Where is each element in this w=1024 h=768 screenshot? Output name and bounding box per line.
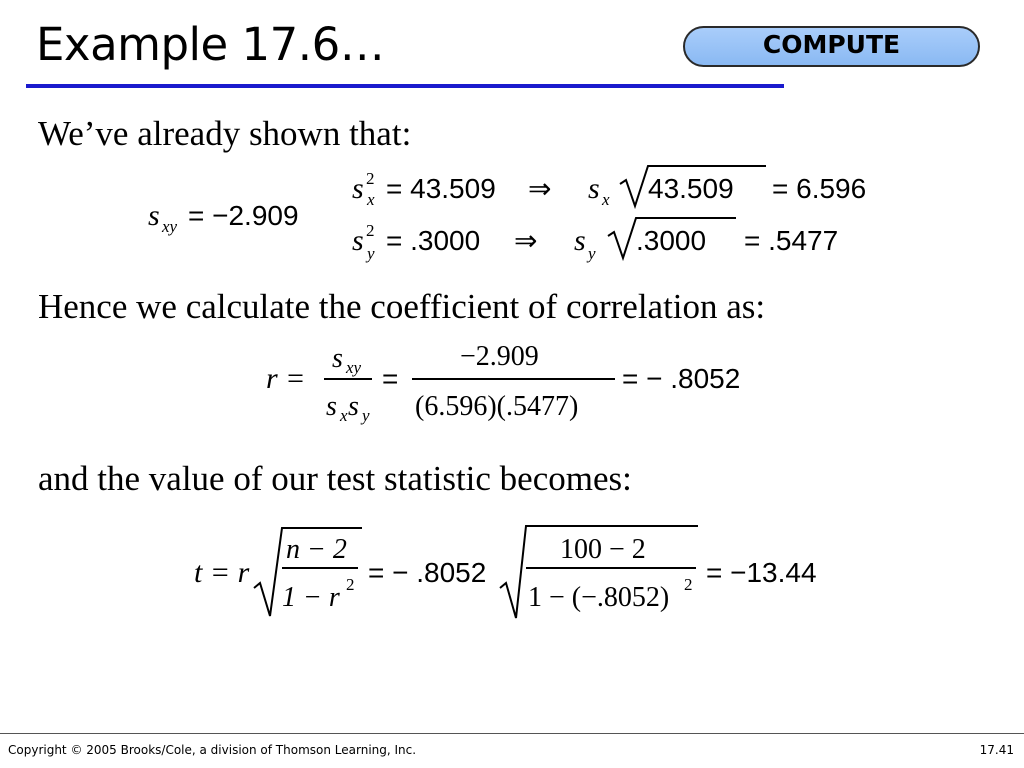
sy2-sub: y <box>367 244 375 263</box>
sx-sub: x <box>602 190 610 209</box>
sx-arrow: ⇒ <box>528 174 552 205</box>
t-den2: 1 − (−.8052) <box>528 582 670 613</box>
r-result: = − .8052 <box>622 363 741 394</box>
sy-arrow: ⇒ <box>514 226 538 257</box>
t-mid: = − .8052 <box>368 557 487 588</box>
r-den-value: (6.596)(.5477) <box>415 391 579 422</box>
page-number: 17.41 <box>979 743 1014 757</box>
r-den-sub1: x <box>340 406 348 425</box>
sx-radicand: 43.509 <box>648 173 734 204</box>
sy-sub: y <box>588 244 596 263</box>
sy-result: = .5477 <box>744 225 839 256</box>
r-den-var1: s <box>326 391 337 422</box>
sx2-sup: 2 <box>366 169 375 188</box>
sx-result: = 6.596 <box>772 173 867 204</box>
r-num-value: −2.909 <box>460 341 539 372</box>
t-den1: 1 − r <box>282 582 340 613</box>
copyright-text: Copyright © 2005 Brooks/Cole, a division of Thomson Learning, Inc. <box>8 743 417 757</box>
correlation-text: Hence we calculate the coefficient of correlation as: <box>38 287 766 326</box>
sy2-sup: 2 <box>366 221 375 240</box>
r-lhs: r = <box>266 362 306 395</box>
sy-var: s <box>574 224 586 257</box>
r-eq: = <box>382 363 399 394</box>
sx2-var: s <box>352 172 364 205</box>
r-den-sub2: y <box>362 406 370 425</box>
r-den-var2: s <box>348 391 359 422</box>
sxy-value: = −2.909 <box>188 200 299 231</box>
compute-badge <box>683 26 980 67</box>
t-lhs: t = r <box>194 556 250 589</box>
footer-divider <box>0 733 1024 734</box>
variance-equations <box>140 160 900 270</box>
sx-var: s <box>588 172 600 205</box>
title-underline <box>26 84 784 88</box>
sy2-var: s <box>352 224 364 257</box>
sx2-sub: x <box>367 190 375 209</box>
correlation-equation <box>260 335 780 435</box>
sxy-sub: xy <box>162 217 178 236</box>
sxy-equation <box>148 199 299 236</box>
t-num1: n − 2 <box>286 534 347 565</box>
sy-equation <box>352 218 838 263</box>
sx2-value: = 43.509 <box>386 173 496 204</box>
sx-equation <box>352 166 866 209</box>
sxy-var: s <box>148 199 160 232</box>
test-statistic-text: and the value of our test statistic becomes: <box>38 459 632 498</box>
r-num-sub: xy <box>346 358 362 377</box>
t-den2-sup: 2 <box>684 575 693 594</box>
t-num2: 100 − 2 <box>560 534 646 565</box>
intro-text: We’ve already shown that: <box>38 114 412 153</box>
sy-radicand: .3000 <box>636 225 707 256</box>
t-den1-sup: 2 <box>346 575 355 594</box>
t-result: = −13.44 <box>706 557 817 588</box>
slide-title: Example 17.6… <box>36 18 385 71</box>
badge-label: COMPUTE <box>762 30 901 59</box>
r-num-var: s <box>332 343 343 374</box>
t-statistic-equation <box>190 520 850 630</box>
sy2-value: = .3000 <box>386 225 481 256</box>
